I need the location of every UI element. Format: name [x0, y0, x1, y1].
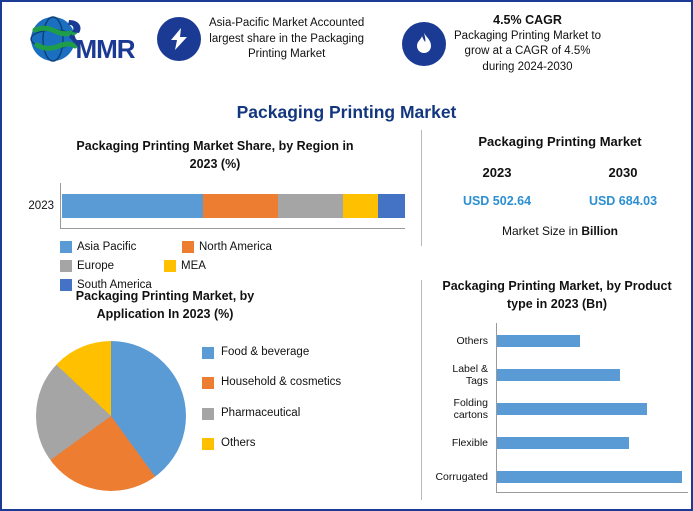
pie-chart-title-line2: Application In 2023 (%) [96, 306, 234, 321]
market-size-value-2023: USD 502.64 [462, 194, 532, 208]
highlight-region-line2: largest share in the Packaging [209, 32, 365, 45]
region-legend-item [60, 241, 168, 253]
region-chart-title-line1: Packaging Printing Market Share, by Region in [76, 139, 354, 153]
legend-swatch-icon [202, 438, 214, 450]
region-legend-label: MEA [181, 260, 206, 272]
region-legend-item [182, 241, 307, 253]
market-size-year-2023: 2023 [482, 165, 512, 180]
region-segment-3 [343, 194, 377, 218]
lightning-bolt-icon [157, 17, 201, 61]
pie-legend-item [202, 375, 402, 389]
highlight-region-line1: Asia-Pacific Market Accounted [209, 17, 365, 29]
legend-swatch-icon [164, 260, 176, 272]
product-chart-plot [426, 323, 688, 493]
product-chart-bar [497, 369, 620, 381]
pie-graphic [36, 341, 186, 491]
legend-swatch-icon [60, 241, 72, 253]
product-chart-label: Folding cartons [453, 396, 488, 421]
pie-legend-item [202, 436, 402, 450]
product-chart-label: Label & Tags [452, 362, 488, 387]
market-size-year-2030: 2030 [608, 165, 638, 180]
divider-vertical-bottom [421, 280, 422, 500]
pie-legend-label: Household & cosmetics [221, 376, 342, 389]
product-chart-label: Flexible [451, 436, 488, 449]
product-chart-title-line2: type in 2023 (Bn) [506, 296, 608, 311]
header-highlight-cagr-text [454, 12, 601, 75]
market-size-panel [434, 134, 686, 238]
highlight-region-line3: Printing Market [247, 48, 326, 61]
product-chart-bar [497, 471, 682, 483]
header-highlight-region [157, 16, 392, 63]
region-legend-item [164, 260, 272, 272]
region-legend-item [60, 260, 150, 272]
page-title: Packaging Printing Market [236, 102, 457, 122]
pie-legend-item [202, 345, 402, 359]
pie-legend-item [202, 406, 402, 420]
market-size-values [434, 194, 686, 208]
region-segment-2 [278, 194, 343, 218]
region-share-chart [20, 138, 420, 298]
product-chart-label: Corrugated [435, 470, 488, 483]
product-chart-title-line1: Packaging Printing Market, by Product [442, 279, 672, 293]
cagr-line2: grow at a CAGR of 4.5% [464, 45, 591, 58]
market-size-value-2030: USD 684.03 [588, 194, 658, 208]
region-segment-4 [378, 194, 405, 218]
legend-swatch-icon [182, 241, 194, 253]
header-highlight-region-text [209, 16, 364, 63]
product-chart-bar [497, 403, 647, 415]
region-chart-ytick: 2023 [28, 200, 54, 212]
region-chart-plot [20, 183, 420, 229]
product-chart-row [426, 461, 688, 493]
market-size-years [434, 165, 686, 180]
product-chart-bar [497, 437, 629, 449]
cagr-headline: 4.5% CAGR [493, 13, 562, 27]
legend-swatch-icon [202, 377, 214, 389]
company-logo [6, 9, 154, 79]
product-chart-row [426, 393, 688, 425]
legend-swatch-icon [202, 347, 214, 359]
pie-chart-title-line1: Packaging Printing Market, by [75, 289, 255, 303]
divider-vertical-top [421, 130, 422, 246]
header [2, 2, 691, 86]
header-highlight-cagr [402, 12, 687, 75]
product-chart-row [426, 325, 688, 357]
product-chart-row [426, 427, 688, 459]
legend-swatch-icon [202, 408, 214, 420]
pie-chart-area [14, 335, 414, 510]
market-size-footer-unit: Billion [581, 224, 619, 238]
region-chart-axes [60, 183, 405, 229]
pie-legend-label: Others [221, 437, 256, 450]
region-chart-bars [62, 194, 405, 218]
pie-legend-label: Pharmaceutical [221, 406, 301, 419]
pie-legend-label: Food & beverage [221, 346, 310, 358]
product-chart-row [426, 359, 688, 391]
pie-chart-legend [202, 345, 402, 467]
application-pie-chart [14, 288, 414, 510]
product-type-chart [426, 278, 688, 493]
region-legend-label: Asia Pacific [77, 241, 137, 253]
market-size-footer-prefix: Market Size in [501, 224, 582, 238]
cagr-line3: during 2024-2030 [482, 60, 573, 73]
product-chart-title [428, 278, 686, 313]
region-chart-title-line2: 2023 (%) [189, 156, 241, 171]
region-legend-label: South America [77, 279, 152, 291]
logo-text: MMR [75, 33, 135, 64]
product-chart-label: Others [456, 334, 488, 347]
market-size-footer [434, 224, 686, 238]
cagr-line1: Packaging Printing Market to [454, 29, 602, 42]
legend-swatch-icon [60, 260, 72, 272]
market-size-title: Packaging Printing Market [478, 134, 642, 149]
flame-icon [402, 22, 446, 66]
product-chart-bar [497, 335, 580, 347]
pie-chart-title [20, 288, 310, 323]
region-chart-title [20, 138, 410, 173]
region-segment-0 [62, 194, 203, 218]
region-segment-1 [203, 194, 278, 218]
region-legend-label: North America [199, 241, 272, 253]
region-legend-label: Europe [77, 260, 115, 272]
